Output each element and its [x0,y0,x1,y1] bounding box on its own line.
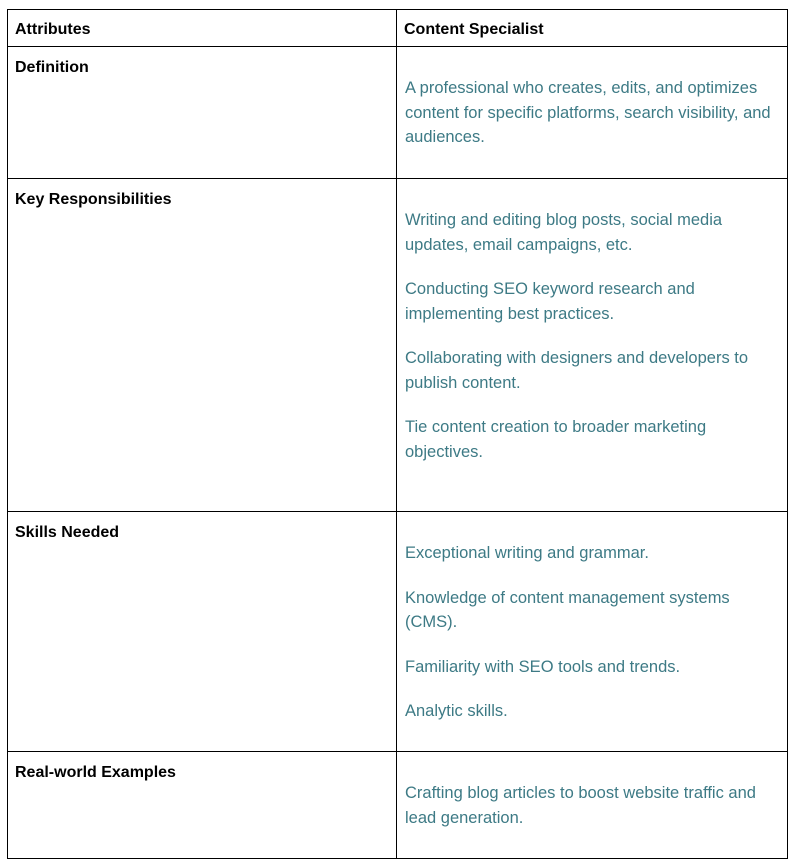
header-label-content-specialist: Content Specialist [404,21,544,38]
attribute-label: Skills Needed [15,524,120,541]
attribute-cell [8,752,397,859]
value-paragraph: Analytic skills. [405,702,508,720]
table-row-key-responsibilities [8,179,788,512]
value-cell [397,752,788,859]
value-paragraph: Tie content creation to broader marketing objectives. [405,418,707,461]
table-header-row [8,10,788,47]
table-row-definition [8,47,788,179]
attribute-cell [8,512,397,752]
value-cell [397,512,788,752]
attribute-cell [8,47,397,179]
attribute-label: Definition [15,59,89,76]
comparison-table [7,9,788,859]
value-paragraph: Conducting SEO keyword research and implementing best practices. [405,280,695,323]
header-cell-content-specialist [397,10,788,47]
attribute-label: Key Responsibilities [15,191,172,208]
header-cell-attributes [8,10,397,47]
attribute-cell [8,179,397,512]
value-paragraph: Crafting blog articles to boost website traffic and lead generation. [405,784,756,827]
attribute-label: Real-world Examples [15,764,176,781]
value-cell [397,47,788,179]
value-paragraph: Familiarity with SEO tools and trends. [405,657,681,676]
table-row-skills-needed [8,512,788,752]
value-paragraph: Collaborating with designers and developers to publish content. [405,349,749,392]
header-label-attributes: Attributes [15,21,91,38]
value-cell [397,179,788,512]
value-paragraph: A professional who creates, edits, and optimizes content for specific platforms, search visibility, and audiences. [405,79,771,146]
value-paragraph: Knowledge of content management systems (CMS). [405,588,730,631]
value-paragraph: Writing and editing blog posts, social media updates, email campaigns, etc. [405,211,723,254]
table-row-real-world-examples [8,752,788,859]
value-paragraph: Exceptional writing and grammar. [405,544,649,562]
